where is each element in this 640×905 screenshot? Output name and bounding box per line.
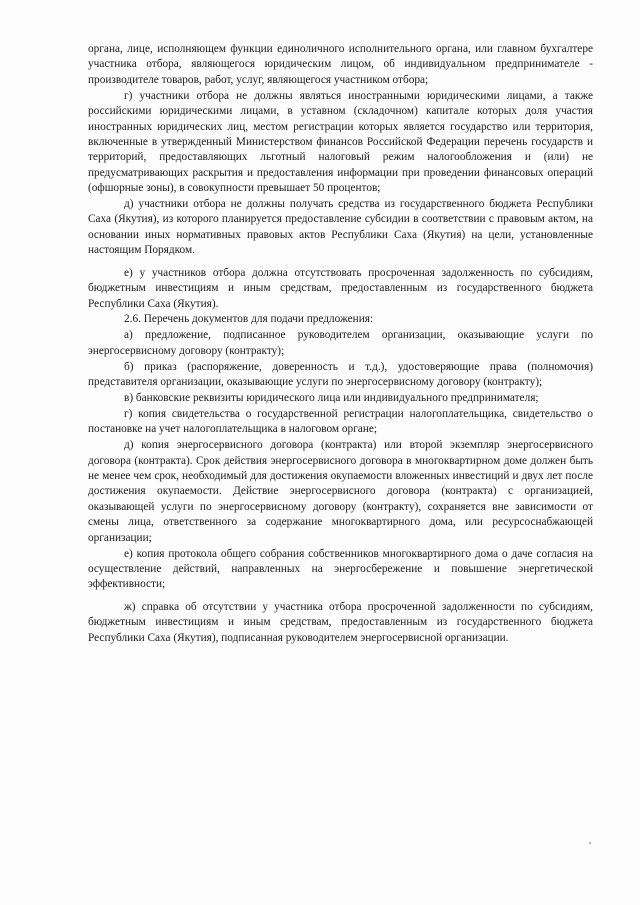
list-item-v: в) банковские реквизиты юридического лица или индивидуального предпринимателя; [124,391,539,404]
paragraph-continuation: органа, лице, исполняющем функции единоличного исполнительного органа, или главном бухгалтере участника отбора, являющегося юридическим лицом, об индивидуальном предпринимателе - производителе товаров, работ, услуг, являющегося участником отбора; [88,43,593,86]
list-item-d: д) копия энергосервисного договора (контракта) или второй экземпляр энергосервисного договора (контракта). Срок действия энергосервисного договора в многоквартирном доме должен быть не менее чем срок, необходимый для достижения окупаемости вложенных инвестиций и двух лет после достижения окупаемости. Действие энергосервисного договора (контракта) с организацией, оказывающей услуги по энергосервисному договору (контракту), сохраняется вне зависимости от смены лица, ответственного за содержание многоквартирного дома, или ресурсоснабжающей организации; [88,439,593,544]
paragraph-item-d-budget: д) участники отбора не должны получать средства из государственного бюджета Республики Саха (Якутия), из которого планируется предоставление субсидии в соответствии с правовым актом, на основании иных нормативных правовых актов Республики Саха (Якутия) на цели, установленные настоящим Порядком. [88,198,593,257]
paragraph-item-g-foreign: г) участники отбора не должны являться иностранными юридическими лицами, а также российскими юридическими лицами, в уставном (складочном) капитале которых доля участия иностранных юридических лиц, местом регистрации которых является государство или территория, включенные в утвержденный Министерством финансов Российской Федерации перечень государств и территорий, предоставляющих льготный налоговый режим налогообложения и (или) не предусматривающих раскрытия и предоставления информации при проведении финансовых операций (офшорные зоны), в совокупности превышает 50 процентов; [88,89,593,195]
list-item-e: е) копия протокола общего собрания собственников многоквартирного дома о даче согласия на осуществление действий, направленных на энергосбережение и повышение энергетической эффективности; [88,547,593,591]
list-item-zh: ж) справка об отсутствии у участника отбора просроченной задолженности по субсидиям, бюджетным инвестициям и иным средствам, предоставленным из государственного бюджета Республики Саха (Якутия), подписанная руководителем энергосервисной организации. [88,600,593,644]
document-body [88,42,593,646]
section-heading-2-6: 2.6. Перечень документов для подачи предложения: [124,313,374,326]
scan-speck [589,842,591,844]
list-item-a: а) предложение, подписанное руководителем организации, оказывающие услуги по энергосервисному договору (контракту); [88,329,593,357]
list-item-g: г) копия свидетельства о государственной регистрации налогоплательщика, свидетельство о постановке на учет налогоплательщика в налоговом органе; [88,407,593,436]
list-item-b: б) приказ (распоряжение, доверенность и т.д.), удостоверяющие права (полномочия) представителя организации, оказывающие услуги по энергосервисному договору (контракту); [88,360,593,389]
paragraph-item-e-debt: е) у участников отбора должна отсутствовать просроченная задолженность по субсидиям, бюджетным инвестициям и иным средствам, предоставленным из государственного бюджета Республики Саха (Якутия). [88,266,593,310]
